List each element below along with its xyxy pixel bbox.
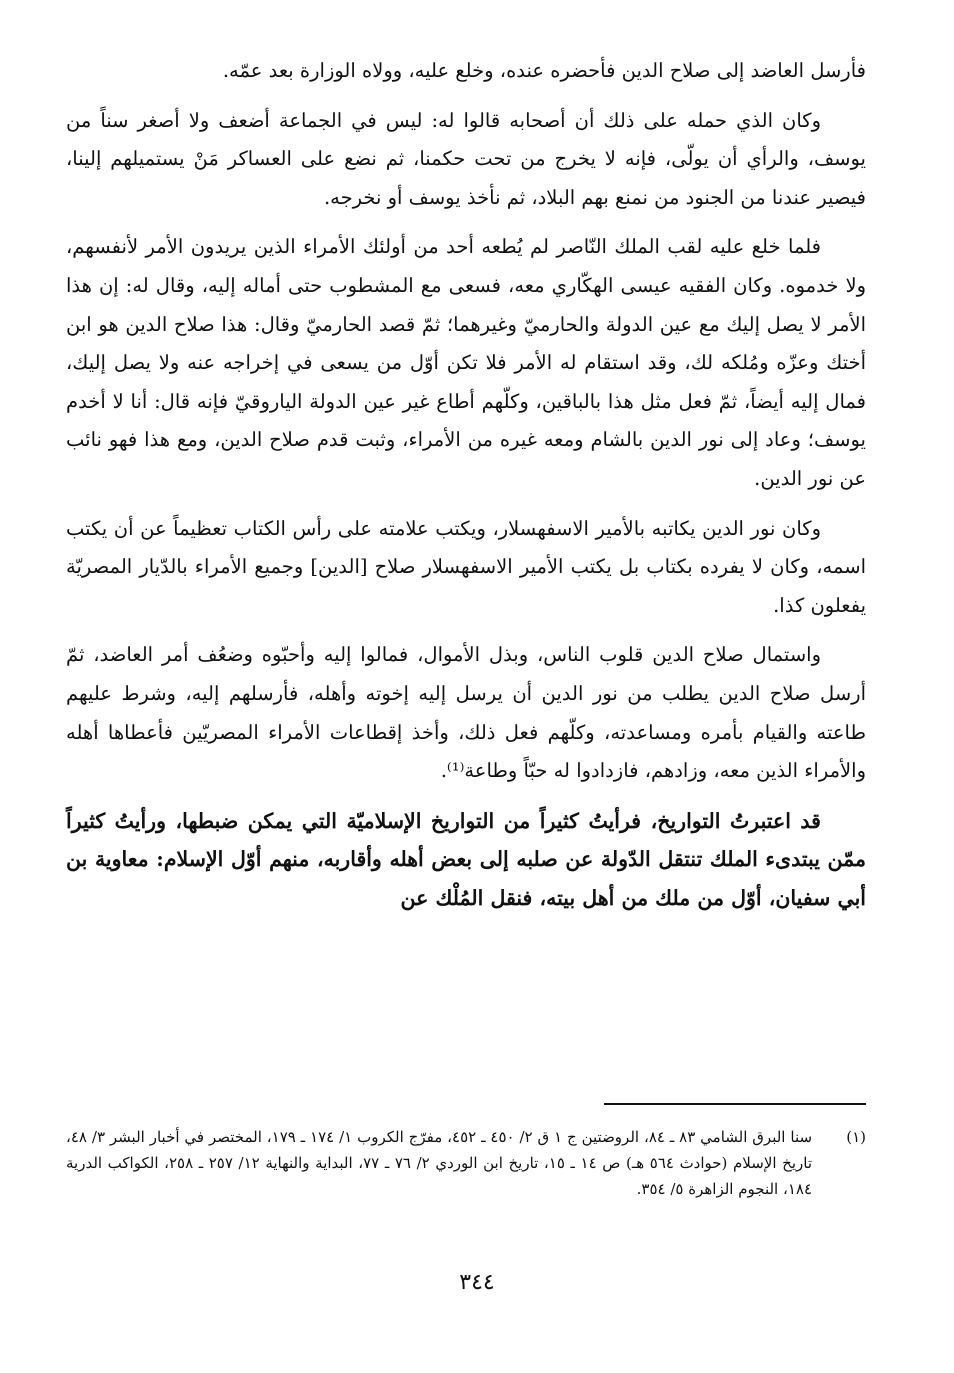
footnote-divider xyxy=(604,1103,866,1105)
page-number: ٣٤٤ xyxy=(459,1270,495,1295)
paragraph: فلما خلع عليه لقب الملك النّاصر لم يُطعه أحد من أولئك الأمراء الذين يريدون الأمر لأنفسهم، ولا خدموه. وكان الفقيه عيسى الهكّاري معه، فسعى مع المشطوب حتى أماله إليه، وقال له: إن هذا الأمر لا يصل إليك مع عين الدولة والحارميّ وغيرهما؛ ثمّ قصد الحارميّ وقال: هذا صلاح الدين هو ابن أختك وعزّه ومُلكه لك، وقد استقام له الأمر فلا تكن أوّل من يسعى في إخراجه عنه ولا يصل إليك، فمال إليه أيضاً، ثمّ فعل مثل هذا بالباقين، وكلّهم أطاع غير عين الدولة الياروقيّ فإنه قال: أنا لا أخدم يوسف؛ وعاد إلى نور الدين بالشام ومعه غيره من الأمراء، وثبت قدم صلاح الدين، ومع هذا فهو نائب عن نور الدين. xyxy=(66,235,866,490)
paragraph: وكان نور الدين يكاتبه بالأمير الاسفهسلار، ويكتب علامته على رأس الكتاب تعظيماً عن أن يكتب اسمه، وكان لا يفرده بكتاب بل يكتب الأمير الاسفهسلار صلاح [الدين] وجميع الأمراء بالدّيار المصريّة يفعلون كذا. xyxy=(66,516,866,617)
body-text xyxy=(66,52,866,928)
commentary-paragraph: قد اعتبرتُ التواريخ، فرأيتُ كثيراً من التواريخ الإسلاميّة التي يمكن ضبطها، ورأيتُ كثيراً ممّن يبتدىء الملك تنتقل الدّولة عن صلبه إلى بعض أهله وأقاربه، منهم أوّل الإسلام: معاوية بن أبي سفيان، أوّل من ملك من أهل بيته، فنقل المُلْك عن xyxy=(66,808,866,910)
footnote-marker: (١) xyxy=(846,1128,866,1146)
paragraph: وكان الذي حمله على ذلك أن أصحابه قالوا له: ليس في الجماعة أضعف ولا أصغر سناً من يوسف، والرأي أن يولّى، فإنه لا يخرج من تحت حكمنا، ثم نضع على العساكر مَنْ يستميلهم إلينا، فيصير عندنا من الجنود من نمنع بهم البلاد، ثم نأخذ يوسف أو نخرجه. xyxy=(66,108,866,209)
paragraph: فأرسل العاضد إلى صلاح الدين فأحضره عنده، وخلع عليه، وولاه الوزارة بعد عمّه. xyxy=(222,59,866,82)
paragraph: واستمال صلاح الدين قلوب الناس، وبذل الأموال، فمالوا إليه وأحبّوه وضعُف أمر العاضد، ثمّ أرسل صلاح الدين يطلب من نور الدين أن يرسل إليه إخوته وأهله، فأرسلهم إليه، وشرط عليهم طاعته والقيام بأمره ومساعدته، وكلّهم فعل ذلك، وأخذ إقطاعات الأمراء المصريّين فأعطاها أهله والأمراء الذين معه، وزادهم، فازدادوا له حبّاً وطاعة⁽¹⁾. xyxy=(66,643,866,783)
footnote xyxy=(66,1124,866,1202)
footnote-text: سنا البرق الشامي ٨٣ ـ ٨٤، الروضتين ج ١ ق ٢/ ٤٥٠ ـ ٤٥٢، مفرّج الكروب ١/ ١٧٤ ـ ١٧٩، المختصر في أخبار البشر ٣/ ٤٨، تاريخ الإسلام (حوادث ٥٦٤ هـ) ص ١٤ ـ ١٥، تاريخ ابن الوردي ٢/ ٧٦ ـ ٧٧، البداية والنهاية ١٢/ ٢٥٧ ـ ٢٥٨، الكواكب الدرية ١٨٤، النجوم الزاهرة ٥/ ٣٥٤. xyxy=(66,1128,813,1198)
